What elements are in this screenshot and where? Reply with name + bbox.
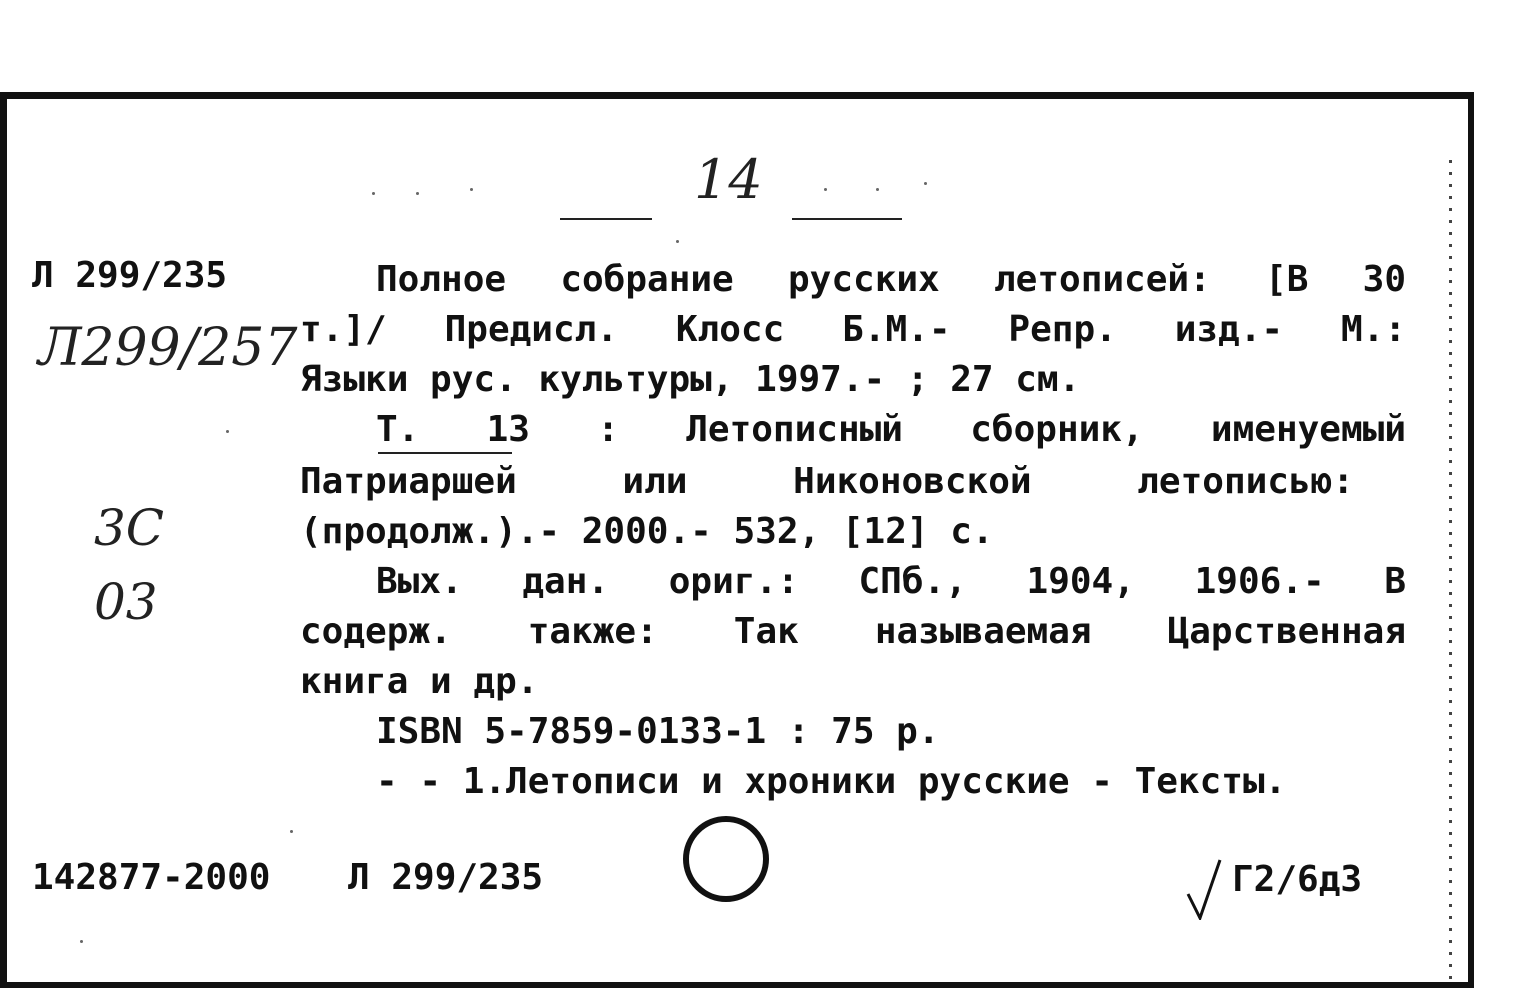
- entry-line: Патриаршей или Никоновской летописью:: [300, 461, 1354, 502]
- shelfmark-handwritten: Л299/257: [38, 318, 298, 378]
- speck: [876, 188, 879, 191]
- margin-note-1: 3С: [94, 499, 165, 557]
- entry-line: т.]/ Предисл. Клосс Б.М.- Репр. изд.- М.:: [300, 309, 1406, 350]
- speck: [80, 940, 83, 943]
- speck: [372, 192, 375, 195]
- speck: [416, 192, 419, 195]
- speck: [824, 188, 827, 191]
- entry-line: Полное собрание русских летописей: [В 30: [376, 259, 1406, 300]
- circle-stamp: [683, 816, 769, 902]
- dashed-right-border: [1449, 160, 1452, 980]
- speck: [226, 430, 229, 433]
- check-mark-icon: [1186, 856, 1222, 920]
- accession-number: 142877-2000: [32, 857, 271, 898]
- entry-line: (продолж.).- 2000.- 532, [12] с.: [300, 511, 994, 552]
- speck: [470, 188, 473, 191]
- speck: [924, 182, 927, 185]
- stamp-mark: Г2/6д3: [1232, 859, 1363, 900]
- entry-line: Т. 13 : Летописный сборник, именуемый: [376, 409, 1406, 450]
- entry-line: Вых. дан. ориг.: СПб., 1904, 1906.- В: [376, 561, 1406, 602]
- subject-line: - - 1.Летописи и хроники русские - Тексты.: [376, 761, 1287, 802]
- footer-shelfmark: Л 299/235: [348, 857, 544, 898]
- speck: [290, 830, 293, 833]
- isbn-line: ISBN 5-7859-0133-1 : 75 р.: [376, 711, 940, 752]
- header-line-left: [560, 218, 652, 220]
- shelfmark-printed: Л 299/235: [32, 255, 228, 296]
- margin-note-2: 03: [94, 573, 158, 631]
- entry-line: содерж. также: Так называемая Царственная: [300, 611, 1406, 652]
- speck: [676, 240, 679, 243]
- entry-line: книга и др.: [300, 661, 539, 702]
- entry-line: Языки рус. культуры, 1997.- ; 27 см.: [300, 359, 1081, 400]
- card-number-handwritten: 14: [694, 148, 763, 211]
- volume-underline: [378, 452, 512, 454]
- header-line-right: [792, 218, 902, 220]
